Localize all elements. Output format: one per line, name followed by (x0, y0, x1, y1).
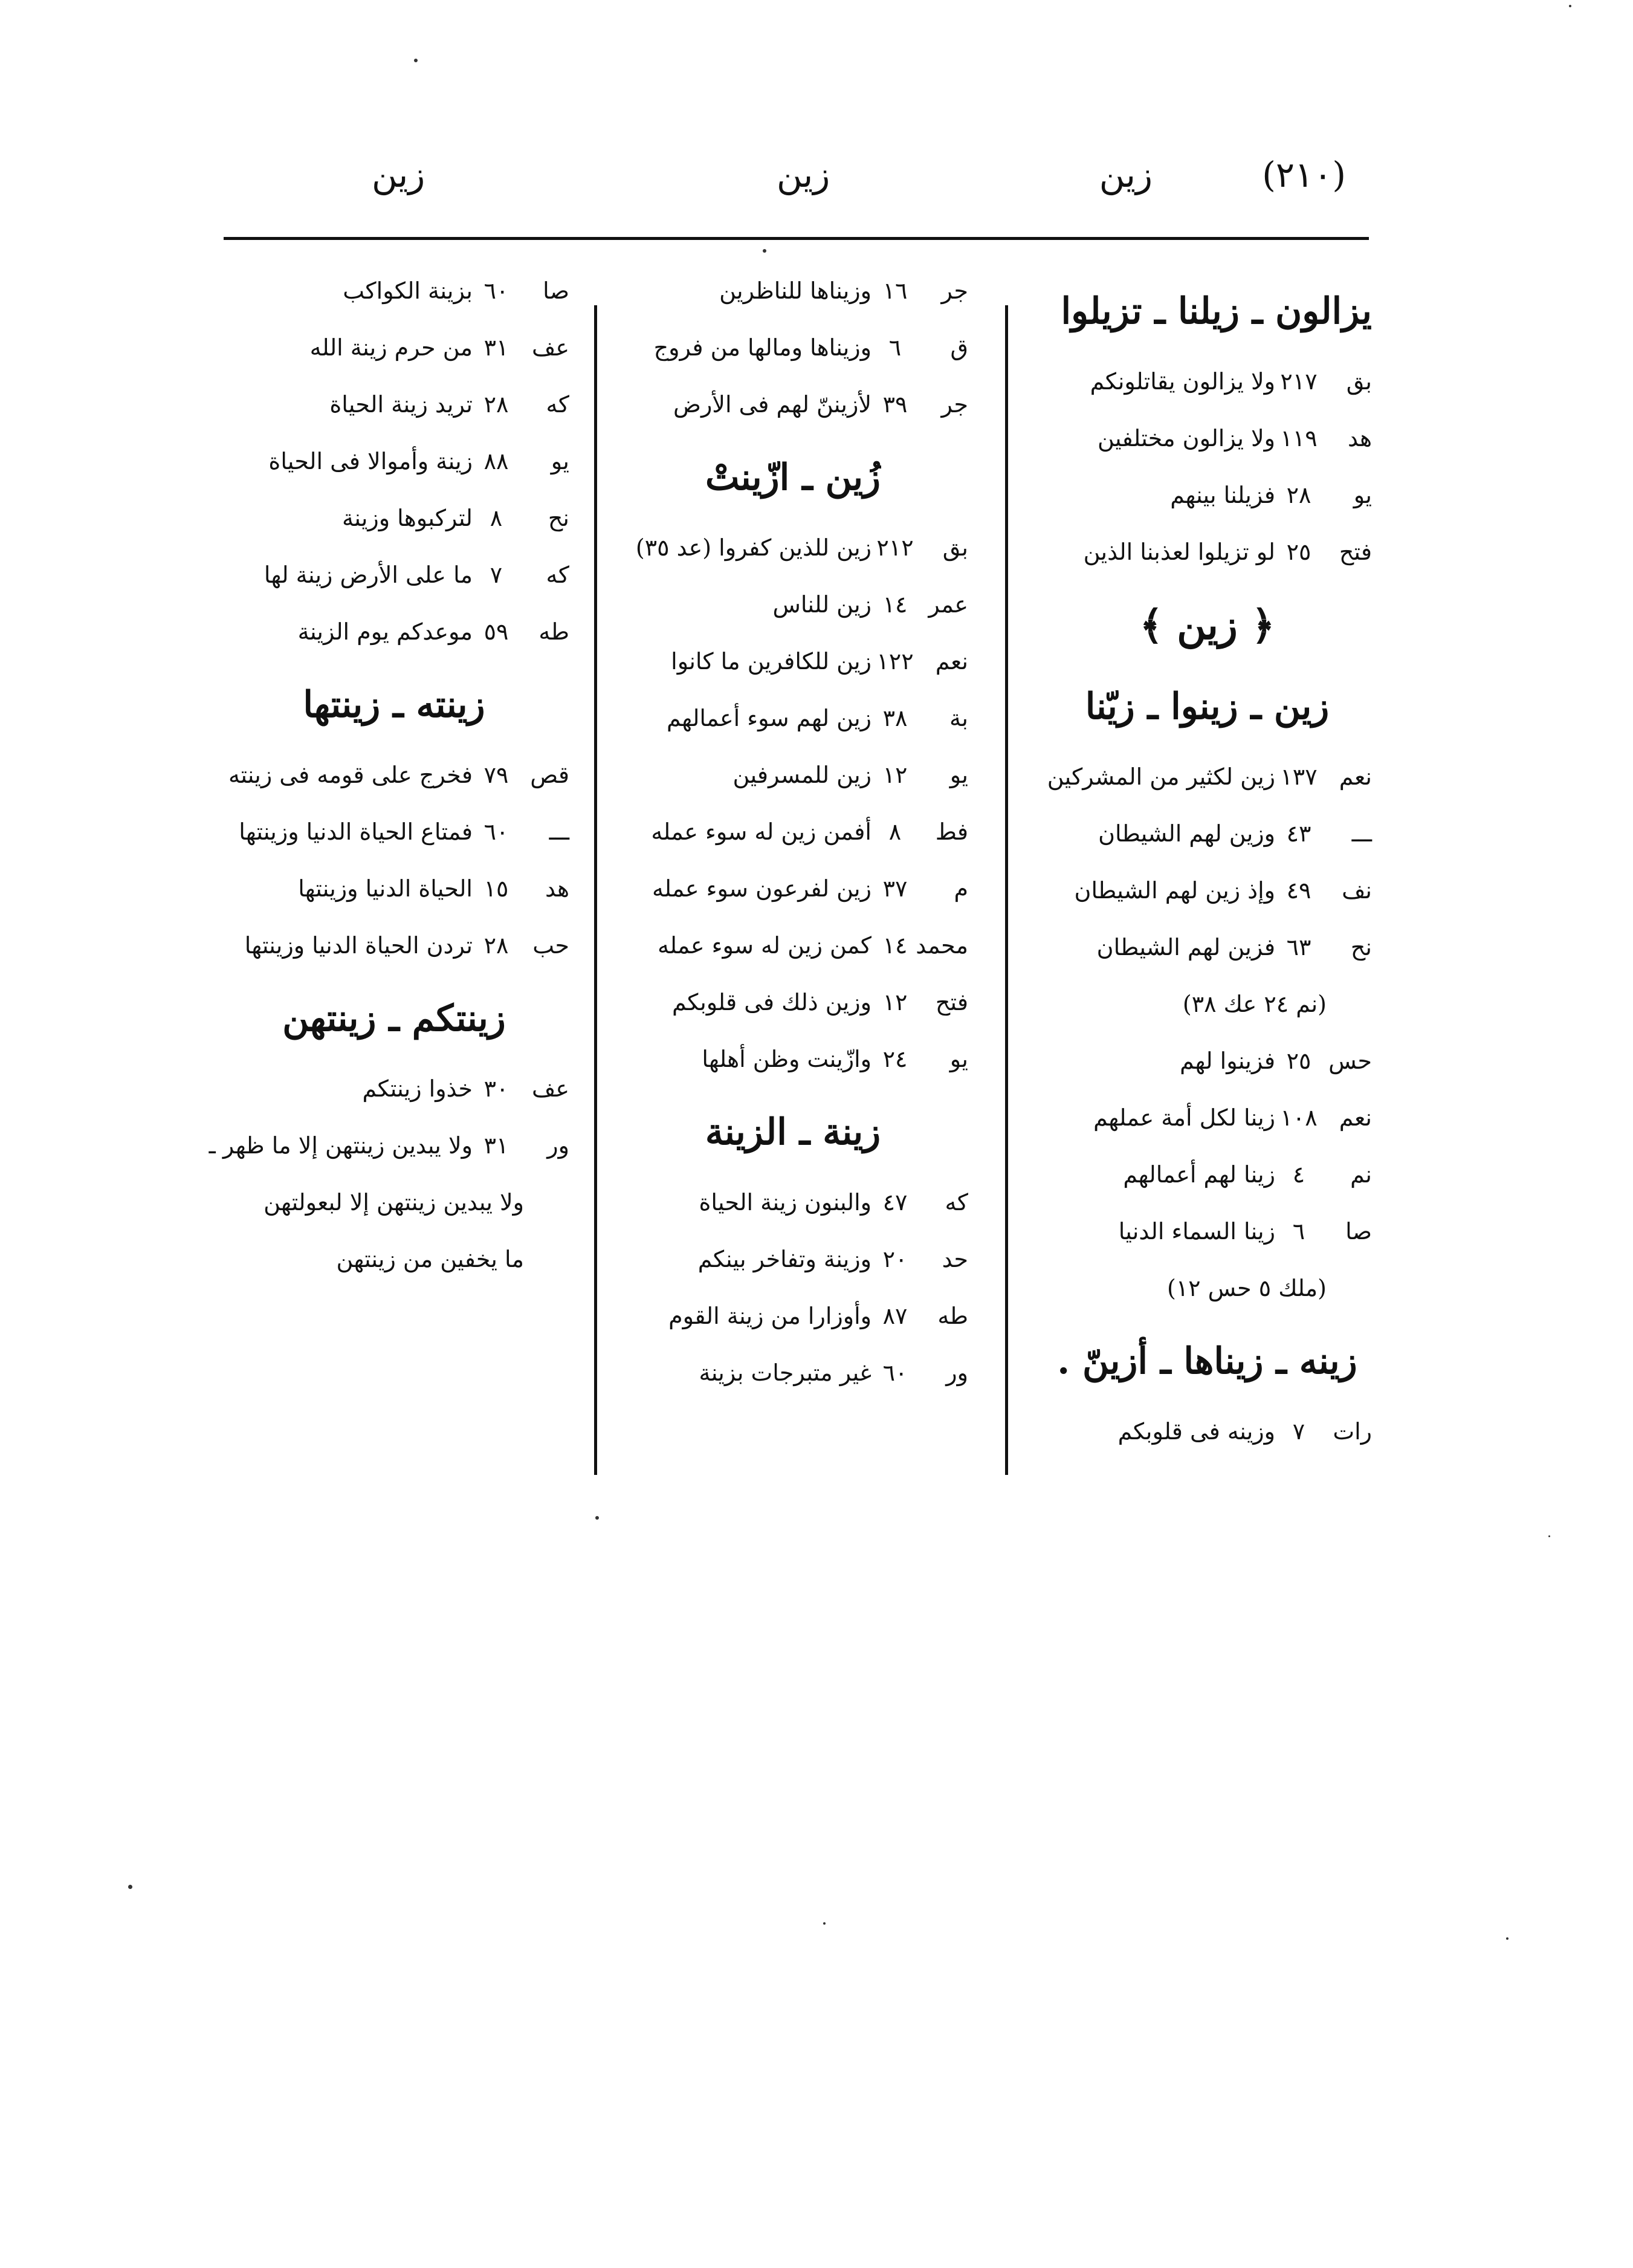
verse-number: ١٤ (882, 932, 908, 959)
page-number: (٢١٠) (1262, 154, 1346, 195)
entry-row (219, 616, 569, 647)
surah-ref: طه (538, 618, 569, 645)
surah-ref: يو (949, 1046, 968, 1072)
speck (595, 1516, 599, 1520)
verse-number: ١٠٨ (1280, 1104, 1318, 1131)
surah-ref: نعم (935, 648, 968, 675)
verse-number: ٢٨ (483, 932, 509, 959)
verse-number: ٧٩ (483, 762, 509, 788)
section-heading: زينه ـ زيناها ـ أزينّ . (1057, 1340, 1357, 1382)
section-heading: زينتكم ـ زينتهن (282, 997, 506, 1040)
entry-text: وزينه فى قلوبكم (1117, 1418, 1275, 1445)
entry-text: فزيلنا بينهم (1170, 482, 1275, 508)
column-left (209, 275, 569, 1300)
speck (1569, 5, 1571, 7)
column-divider-right (1005, 305, 1008, 1475)
entry-text: ولا يزالون مختلفين (1098, 425, 1275, 452)
section-heading: يزالون ـ زيلنا ـ تزيلوا (1061, 290, 1372, 332)
verse-number: ٤٧ (882, 1189, 908, 1216)
verse-number: ١٢ (882, 762, 908, 788)
entry-text: تريد زينة الحياة (329, 391, 473, 418)
surah-ref: ـــ (1351, 820, 1372, 847)
section-heading: زينة ـ الزينة (705, 1111, 881, 1153)
entry-row (219, 930, 569, 961)
verse-number: ٧ (1292, 1418, 1305, 1445)
speck (414, 59, 418, 62)
verse-number: ٦ (888, 334, 902, 361)
entry-continuation: (ملك ٥ حس ١٢) (1166, 1275, 1327, 1301)
section-heading: زُين ـ ازّينتْ (705, 456, 881, 499)
surah-ref: م (954, 875, 968, 902)
running-header-left: زين (372, 154, 425, 195)
entry-row (1043, 1416, 1372, 1447)
speck (763, 249, 766, 253)
entry-text: والبنون زينة الحياة (699, 1189, 871, 1216)
speck (823, 1922, 826, 1925)
entry-row (618, 1357, 968, 1388)
surah-ref: صا (1345, 1218, 1372, 1245)
verse-number: ٢٠ (882, 1246, 908, 1272)
entry-row (618, 930, 968, 961)
entry-row (219, 275, 569, 306)
surah-ref: بق (942, 534, 968, 561)
entry-row (1043, 1102, 1372, 1133)
entry-text: وزينة وتفاخر بينكم (697, 1246, 871, 1272)
surah-ref: هد (545, 875, 569, 902)
verse-number: ٨ (490, 505, 503, 531)
entry-row (618, 873, 968, 904)
entry-text: زينا لكل أمة عملهم (1093, 1104, 1275, 1131)
speck (128, 1885, 132, 1889)
surah-ref: عمر (928, 591, 968, 618)
surah-ref: نح (1350, 934, 1372, 961)
verse-number: ٢٨ (1286, 482, 1311, 508)
surah-ref: جر (941, 391, 968, 418)
entry-row (219, 873, 569, 904)
verse-number: ٦ (1292, 1218, 1305, 1245)
verse-number: ١٣٧ (1280, 763, 1318, 790)
entry-row (618, 332, 968, 363)
verse-number: ٣٠ (483, 1075, 509, 1102)
entry-row (219, 446, 569, 477)
verse-number: ٨٧ (882, 1303, 908, 1329)
surah-ref: نح (548, 505, 569, 531)
entry-text: فخرج على قومه فى زينته (228, 762, 473, 788)
verse-number: ٢٨ (483, 391, 509, 418)
entry-text: زين للكافرين ما كانوا (671, 648, 871, 675)
entry-text: تردن الحياة الدنيا وزينتها (244, 932, 473, 959)
surah-ref: كه (945, 1189, 968, 1216)
entry-text: ولا يبدين زينتهن إلا ما ظهر ـ (209, 1132, 473, 1159)
surah-ref: محمد (916, 932, 968, 959)
entry-continuation: ما يخفين من زينتهن (336, 1246, 524, 1272)
surah-ref: هد (1348, 425, 1372, 452)
entry-row (1043, 1216, 1372, 1247)
column-right (1043, 275, 1372, 1473)
verse-number: ٨ (888, 818, 902, 845)
surah-ref: رات (1333, 1418, 1372, 1445)
entry-text: غير متبرجات بزينة (699, 1359, 871, 1386)
entry-row (618, 646, 968, 677)
entry-text: زينا السماء الدنيا (1118, 1218, 1275, 1245)
entry-text: وإذ زين لهم الشيطان (1074, 877, 1275, 904)
verse-number: ١٦ (882, 277, 908, 304)
surah-ref: فتح (935, 989, 968, 1016)
entry-continuation: ولا يبدين زينتهن إلا لبعولتهن (264, 1189, 524, 1216)
entry-row (1043, 479, 1372, 511)
entry-text: بزينة الكواكب (343, 277, 473, 304)
verse-number: ٥٩ (483, 618, 509, 645)
verse-number: ٣٨ (882, 705, 908, 731)
verse-number: ٤٣ (1286, 820, 1311, 847)
entry-text: وازّينت وظن أهلها (702, 1046, 871, 1072)
entry-row (618, 1300, 968, 1332)
verse-number: ١٥ (483, 875, 509, 902)
verse-number: ٢٥ (1286, 539, 1311, 565)
entry-row (1043, 818, 1372, 849)
entry-text: زين لفرعون سوء عمله (652, 875, 871, 902)
section-heading: زينته ـ زينتها (303, 684, 485, 726)
entry-row (1043, 366, 1372, 397)
surah-ref: حب (532, 932, 569, 959)
entry-text: من حرم زينة الله (309, 334, 473, 361)
entry-text: فزين لهم الشيطان (1096, 934, 1275, 961)
running-header-right: زين (1099, 154, 1153, 195)
entry-text: وزيناها ومالها من فروج (653, 334, 871, 361)
verse-number: ١٢ (882, 989, 908, 1016)
surah-ref: كه (546, 562, 569, 588)
verse-number: ٣١ (483, 334, 509, 361)
entry-row (219, 816, 569, 847)
entry-text: زينة وأموالا فى الحياة (268, 448, 473, 475)
verse-number: ٢١٧ (1280, 368, 1318, 395)
verse-number: ٢٥ (1286, 1048, 1311, 1074)
entry-row (219, 332, 569, 363)
surah-ref: كه (546, 391, 569, 418)
verse-number: ١١٩ (1280, 425, 1318, 452)
entry-row (219, 759, 569, 791)
surah-ref: صا (543, 277, 569, 304)
root-heading: ﴿ زين ﴾ (1139, 601, 1275, 649)
verse-number: ٢١٢ (876, 534, 914, 561)
surah-ref: يو (1353, 482, 1372, 508)
verse-number: ٣١ (483, 1132, 509, 1159)
entry-row (219, 1073, 569, 1104)
surah-ref: قص (530, 762, 569, 788)
surah-ref: نف (1342, 877, 1372, 904)
entry-row (618, 532, 968, 563)
surah-ref: عف (531, 334, 569, 361)
entry-row (618, 987, 968, 1018)
entry-row (618, 1243, 968, 1275)
entry-text: زين للذين كفروا (عد ٣٥) (635, 534, 871, 561)
surah-ref: ور (547, 1132, 569, 1159)
verse-number: ٢٤ (882, 1046, 908, 1072)
surah-ref: ق (950, 334, 968, 361)
entry-text: الحياة الدنيا وزينتها (298, 875, 473, 902)
entry-row (1043, 423, 1372, 454)
entry-row (219, 559, 569, 591)
entry-row (219, 389, 569, 420)
entry-text: وزيناها للناظرين (719, 277, 871, 304)
entry-text: وزين لهم الشيطان (1098, 820, 1275, 847)
verse-number: ٨٨ (483, 448, 509, 475)
entry-text: وزين ذلك فى قلوبكم (671, 989, 871, 1016)
entry-text: ما على الأرض زينة لها (264, 562, 473, 588)
entry-row (219, 502, 569, 534)
entry-text: زين لكثير من المشركين (1047, 763, 1275, 790)
entry-row (1043, 1159, 1372, 1190)
entry-text: لأزيننّ لهم فى الأرض (673, 391, 871, 418)
surah-ref: فط (935, 818, 968, 845)
entry-text: كمن زين له سوء عمله (657, 932, 871, 959)
header-rule (224, 237, 1369, 240)
surah-ref: ـــ (549, 818, 569, 845)
entry-row (618, 702, 968, 734)
entry-row (618, 759, 968, 791)
entry-text: فمتاع الحياة الدنيا وزينتها (239, 818, 473, 845)
surah-ref: عف (531, 1075, 569, 1102)
entry-row (618, 589, 968, 620)
surah-ref: حس (1328, 1048, 1372, 1074)
entry-text: لتركبوها وزينة (341, 505, 473, 531)
surah-ref: حد (942, 1246, 968, 1272)
verse-number: ٦٠ (483, 277, 509, 304)
entry-row (618, 275, 968, 306)
entry-row (1043, 761, 1372, 792)
surah-ref: نم (1350, 1161, 1372, 1188)
running-header-middle: زين (777, 154, 830, 195)
surah-ref: بة (949, 705, 968, 731)
entry-row (1043, 875, 1372, 906)
entry-row (209, 1130, 569, 1161)
speck (1506, 1937, 1509, 1940)
speck (1548, 1535, 1550, 1537)
entry-row (1043, 1045, 1372, 1077)
entry-row (618, 1187, 968, 1218)
entry-text: وأوزارا من زينة القوم (668, 1303, 871, 1329)
surah-ref: يو (551, 448, 569, 475)
verse-number: ١٤ (882, 591, 908, 618)
column-divider-left (594, 305, 597, 1475)
verse-number: ٤ (1292, 1161, 1305, 1188)
surah-ref: نعم (1339, 763, 1372, 790)
verse-number: ٣٧ (882, 875, 908, 902)
surah-ref: جر (941, 277, 968, 304)
entry-text: زين لهم سوء أعمالهم (667, 705, 871, 731)
verse-number: ٣٩ (882, 391, 908, 418)
surah-ref: ور (946, 1359, 968, 1386)
surah-ref: فتح (1339, 539, 1372, 565)
entry-row (618, 1043, 968, 1075)
entry-row (1043, 932, 1372, 963)
entry-continuation: (نم ٢٤ عك ٣٨) (1182, 991, 1327, 1017)
entry-text: لو تزيلوا لعذبنا الذين (1083, 539, 1275, 565)
verse-number: ١٢٢ (876, 648, 914, 675)
surah-ref: يو (949, 762, 968, 788)
section-heading: زين ـ زينوا ـ زيّنا (1085, 685, 1330, 728)
surah-ref: طه (937, 1303, 968, 1329)
entry-text: زين للناس (772, 591, 871, 618)
column-middle (618, 275, 968, 1414)
entry-text: موعدكم يوم الزينة (297, 618, 473, 645)
entry-row (618, 816, 968, 847)
entry-text: زينا لهم أعمالهم (1123, 1161, 1275, 1188)
entry-text: زين للمسرفين (732, 762, 871, 788)
entry-text: أفمن زين له سوء عمله (651, 818, 871, 845)
surah-ref: نعم (1339, 1104, 1372, 1131)
verse-number: ٦٣ (1286, 934, 1311, 961)
entry-text: ولا يزالون يقاتلونكم (1090, 368, 1275, 395)
entry-row (618, 389, 968, 420)
entry-row (1043, 536, 1372, 568)
verse-number: ٦٠ (882, 1359, 908, 1386)
entry-text: خذوا زينتكم (362, 1075, 473, 1102)
verse-number: ٤٩ (1286, 877, 1311, 904)
verse-number: ٧ (490, 562, 503, 588)
surah-ref: بق (1346, 368, 1372, 395)
entry-text: فزينوا لهم (1180, 1048, 1275, 1074)
verse-number: ٦٠ (483, 818, 509, 845)
